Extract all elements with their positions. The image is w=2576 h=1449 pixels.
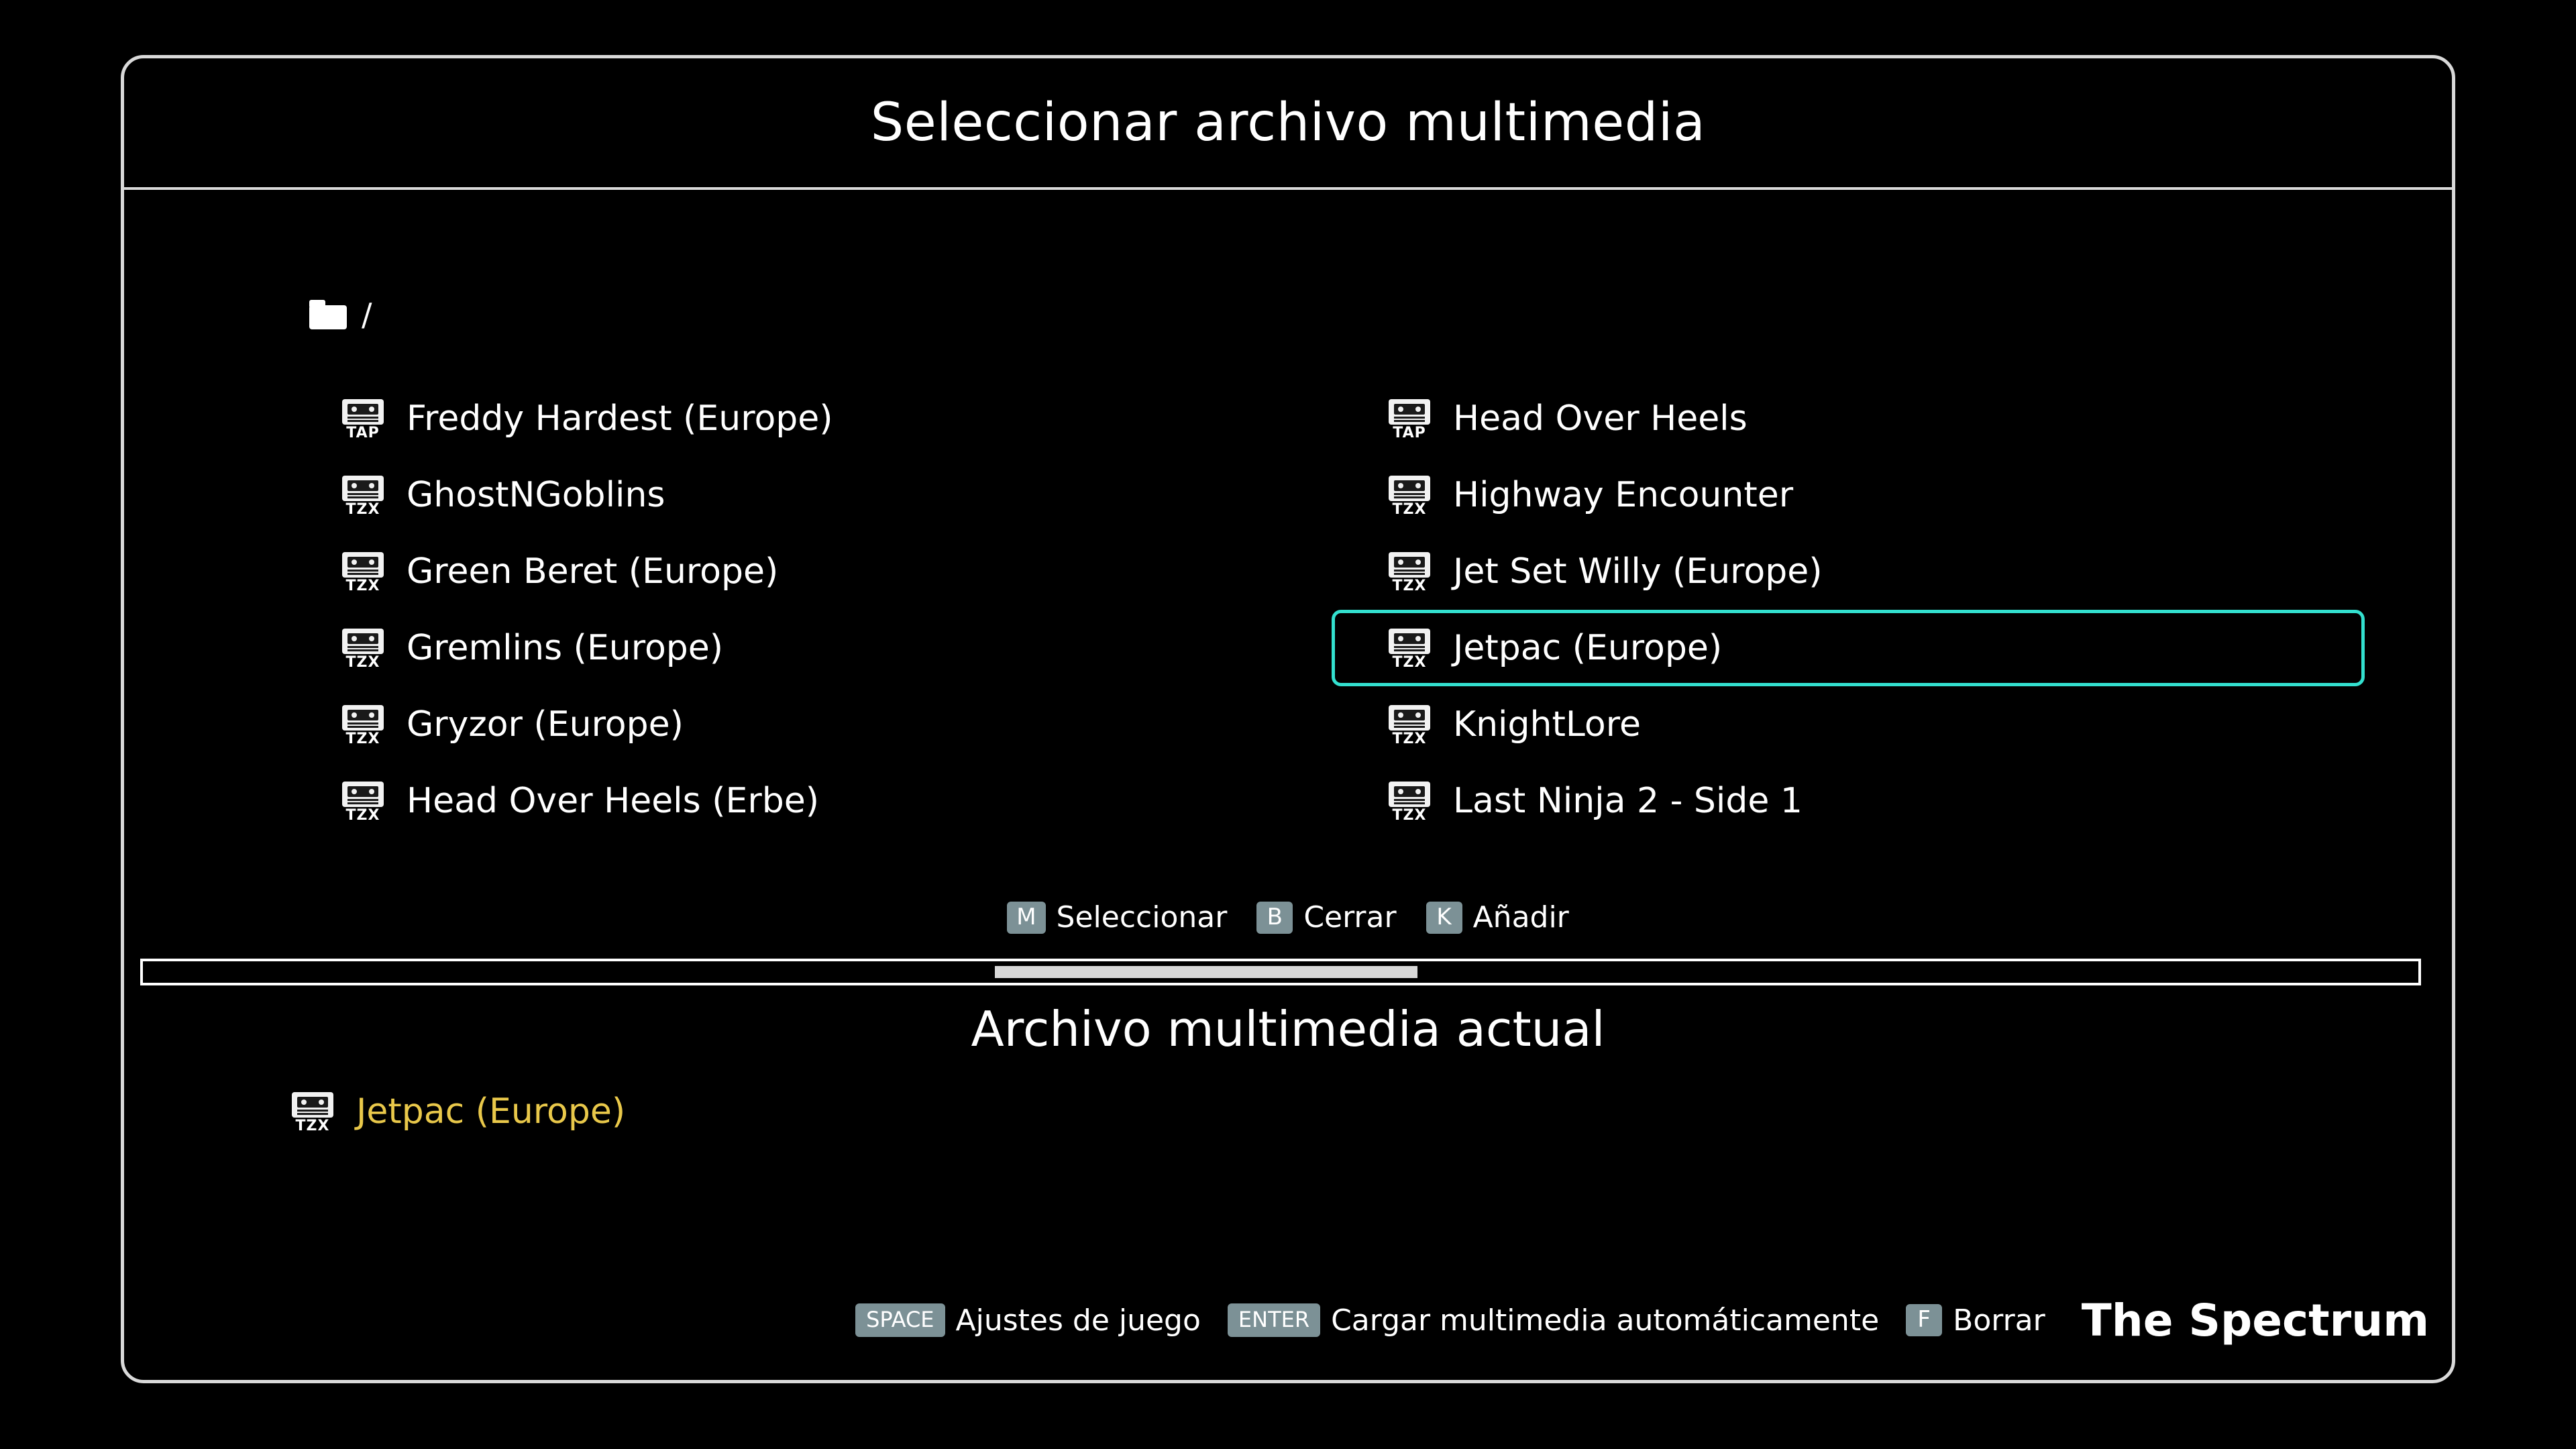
cassette-icon (342, 705, 384, 747)
list-item[interactable] (1332, 533, 2365, 610)
file-list[interactable] (124, 380, 2452, 823)
hint-label-game-settings: Ajustes de juego (955, 1303, 1201, 1338)
cassette-icon (342, 629, 384, 671)
list-item[interactable] (285, 686, 1318, 763)
current-media-name: Jetpac (Europe) (356, 1091, 626, 1132)
cassette-icon (1389, 629, 1430, 671)
hint-bar-middle (124, 900, 2452, 934)
file-list-column-left (285, 380, 1318, 839)
keycap-space: SPACE (855, 1303, 945, 1337)
file-name-label: Head Over Heels (Erbe) (407, 781, 820, 821)
hint-auto-load[interactable] (1228, 1303, 1879, 1338)
cassette-icon (1389, 782, 1430, 824)
file-name-label: Last Ninja 2 - Side 1 (1453, 781, 1803, 821)
file-name-label: Head Over Heels (1453, 398, 1748, 439)
file-extension-label: TZX (345, 731, 380, 747)
file-extension-label: TZX (1392, 731, 1427, 747)
current-media-item (292, 1091, 625, 1132)
keycap-f: F (1906, 1304, 1942, 1336)
hint-label-add: Añadir (1472, 900, 1569, 934)
list-item-selected[interactable] (1332, 610, 2365, 686)
cassette-icon (342, 782, 384, 824)
file-extension-label: TZX (345, 578, 380, 594)
keycap-m: M (1007, 902, 1045, 934)
hint-label-auto-load: Cargar multimedia automáticamente (1331, 1303, 1880, 1338)
hint-close[interactable] (1256, 900, 1396, 934)
cassette-icon (292, 1092, 333, 1134)
hint-delete[interactable] (1906, 1303, 2045, 1338)
app-brand: The Spectrum (2081, 1294, 2429, 1346)
file-list-column-right (1332, 380, 2365, 839)
keycap-b: B (1256, 902, 1293, 934)
list-item[interactable] (285, 763, 1318, 839)
file-extension-label: TZX (1392, 654, 1427, 671)
cassette-icon (1389, 552, 1430, 594)
hint-label-close: Cerrar (1303, 900, 1397, 934)
hint-select[interactable] (1007, 900, 1227, 934)
dialog-title-bar (124, 58, 2452, 190)
file-name-label: Jet Set Willy (Europe) (1453, 551, 1823, 592)
keycap-enter: ENTER (1228, 1303, 1320, 1337)
list-item[interactable] (1332, 686, 2365, 763)
list-item[interactable] (285, 457, 1318, 533)
cassette-icon (1389, 399, 1430, 441)
list-item[interactable] (1332, 457, 2365, 533)
list-item[interactable] (285, 533, 1318, 610)
page-title: Seleccionar archivo multimedia (870, 93, 1706, 153)
file-extension-label: TZX (1392, 578, 1427, 594)
list-item[interactable] (1332, 763, 2365, 839)
file-extension-label: TZX (295, 1118, 330, 1134)
file-extension-label: TZX (345, 807, 380, 824)
breadcrumb-path: / (362, 297, 372, 333)
file-name-label: Green Beret (Europe) (407, 551, 779, 592)
current-media-heading: Archivo multimedia actual (971, 1001, 1605, 1057)
file-extension-label: TZX (1392, 807, 1427, 824)
list-item[interactable] (285, 380, 1318, 457)
list-item[interactable] (285, 610, 1318, 686)
file-name-label: Freddy Hardest (Europe) (407, 398, 833, 439)
hint-bar-bottom (124, 1290, 2452, 1350)
file-extension-label: TAP (1393, 425, 1426, 441)
file-name-label: Gryzor (Europe) (407, 704, 684, 745)
file-name-label: Highway Encounter (1453, 475, 1794, 515)
file-extension-label: TZX (1392, 501, 1427, 518)
hint-game-settings[interactable] (855, 1303, 1201, 1338)
folder-icon (309, 300, 347, 329)
hint-label-select: Seleccionar (1056, 900, 1228, 934)
cassette-icon (342, 476, 384, 518)
file-name-label: GhostNGoblins (407, 475, 665, 515)
cassette-icon (1389, 476, 1430, 518)
media-selector-dialog (121, 55, 2455, 1383)
list-item[interactable] (1332, 380, 2365, 457)
breadcrumb[interactable] (309, 297, 372, 333)
file-extension-label: TAP (346, 425, 380, 441)
file-name-label: Jetpac (Europe) (1453, 628, 1723, 668)
file-name-label: Gremlins (Europe) (407, 628, 724, 668)
scrollbar[interactable] (140, 959, 2421, 985)
hint-label-delete: Borrar (1953, 1303, 2045, 1338)
file-name-label: KnightLore (1453, 704, 1641, 745)
file-extension-label: TZX (345, 654, 380, 671)
cassette-icon (342, 399, 384, 441)
scrollbar-thumb[interactable] (995, 966, 1417, 978)
cassette-icon (1389, 705, 1430, 747)
cassette-icon (342, 552, 384, 594)
file-extension-label: TZX (345, 501, 380, 518)
keycap-k: K (1426, 902, 1462, 934)
hint-add[interactable] (1426, 900, 1569, 934)
